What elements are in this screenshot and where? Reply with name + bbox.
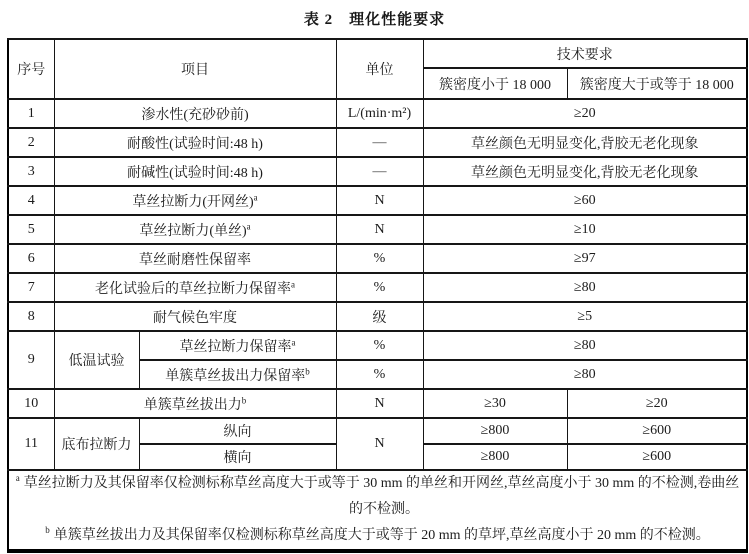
cell-item: 纵向 [139, 418, 336, 444]
cell-req: ≥5 [423, 302, 747, 331]
header-req-high: 簇密度大于或等于 18 000 [567, 68, 747, 99]
cell-req: ≥80 [423, 360, 747, 389]
footnote-ref-b: b [305, 365, 310, 376]
cell-group: 低温试验 [54, 331, 139, 389]
cell-no: 11 [8, 418, 54, 470]
cell-req-low: ≥30 [423, 389, 567, 418]
footnote-ref-b: b [241, 394, 247, 405]
cell-req: ≥20 [423, 99, 747, 128]
cell-req: 草丝颜色无明显变化,背胶无老化现象 [423, 128, 747, 157]
cell-no: 6 [8, 244, 54, 273]
table-row [8, 99, 747, 128]
footnote-b-text: 单簇草丝拔出力及其保留率仅检测标称草丝高度大于或等于 20 mm 的草坪,草丝高度小于 20 mm 的不检测。 [53, 528, 710, 543]
cell-req: ≥80 [423, 273, 747, 302]
cell-unit: N [336, 418, 423, 470]
footnote-a [11, 471, 744, 523]
cell-item: 草丝拉断力(单丝)$^a$ [54, 215, 336, 244]
cell-unit: % [336, 360, 423, 389]
cell-no: 9 [8, 331, 54, 389]
cell-unit: L/(min·m²) [336, 99, 423, 128]
table-title: 表 2 理化性能要求 [303, 12, 446, 28]
cell-req-high: ≥600 [567, 418, 747, 444]
cell-no: 1 [8, 99, 54, 128]
header-req-low: 簇密度小于 18 000 [423, 68, 567, 99]
cell-no: 7 [8, 273, 54, 302]
footnote-ref-a: a [246, 220, 251, 231]
cell-req: ≥10 [423, 215, 747, 244]
cell-req: ≥80 [423, 331, 747, 360]
cell-item: 耐气候色牢度 [54, 302, 336, 331]
header-unit: 单位 [336, 39, 423, 99]
cell-unit: — [336, 157, 423, 186]
cell-item: 单簇草丝拔出力$^b$ [54, 389, 336, 418]
footnote-a-text: 草丝拉断力及其保留率仅检测标称草丝高度大于或等于 30 mm 的单丝和开网丝,草丝高度小于 30 mm 的不检测,卷曲丝的不检测。 [23, 476, 740, 517]
header-req: 技术要求 [423, 39, 747, 68]
table-row [8, 331, 747, 360]
table-row [8, 244, 747, 273]
table-row [8, 128, 747, 157]
cell-req-high: ≥20 [567, 389, 747, 418]
cell-unit: N [336, 215, 423, 244]
cell-no: 2 [8, 128, 54, 157]
cell-unit: — [336, 128, 423, 157]
cell-item: 耐碱性(试验时间:48 h) [54, 157, 336, 186]
cell-req-high: ≥600 [567, 444, 747, 470]
cell-item: 单簇草丝拔出力保留率$^b$ [139, 360, 336, 389]
cell-no: 8 [8, 302, 54, 331]
table-row [8, 389, 747, 418]
cell-group: 底布拉断力 [54, 418, 139, 470]
footnote-ref-a: a [291, 336, 296, 347]
footnote-marker-b: b [45, 525, 50, 536]
footnote-ref-a: a [291, 278, 295, 289]
footnote-b [11, 523, 744, 549]
cell-no: 10 [8, 389, 54, 418]
cell-item: 草丝拉断力保留率$^a$ [139, 331, 336, 360]
cell-req: 草丝颜色无明显变化,背胶无老化现象 [423, 157, 747, 186]
cell-no: 4 [8, 186, 54, 215]
cell-item: 草丝拉断力(开网丝)$^a$ [54, 186, 336, 215]
cell-item: 草丝耐磨性保留率 [54, 244, 336, 273]
cell-unit: % [336, 273, 423, 302]
cell-item: 横向 [139, 444, 336, 470]
footnote-ref-a: a [253, 191, 258, 202]
table-row [8, 215, 747, 244]
cell-no: 5 [8, 215, 54, 244]
cell-req-low: ≥800 [423, 444, 567, 470]
spec-table [7, 38, 748, 553]
header-row-1 [8, 39, 747, 68]
cell-no: 3 [8, 157, 54, 186]
cell-unit: % [336, 244, 423, 273]
cell-unit: % [336, 331, 423, 360]
cell-unit: N [336, 186, 423, 215]
cell-item: 耐酸性(试验时间:48 h) [54, 128, 336, 157]
footnote-cell [8, 470, 747, 551]
cell-req: ≥60 [423, 186, 747, 215]
table-row [8, 418, 747, 444]
cell-item: 老化试验后的草丝拉断力保留率$^a$ [54, 273, 336, 302]
table-row [8, 157, 747, 186]
cell-req: ≥97 [423, 244, 747, 273]
table-row [8, 273, 747, 302]
footnote-marker-a: a [15, 473, 20, 484]
table-row [8, 186, 747, 215]
header-no: 序号 [8, 39, 54, 99]
cell-item: 渗水性(充砂砂前) [54, 99, 336, 128]
footnote-row [8, 470, 747, 551]
cell-unit: N [336, 389, 423, 418]
table-row [8, 302, 747, 331]
cell-unit: 级 [336, 302, 423, 331]
cell-req-low: ≥800 [423, 418, 567, 444]
header-item: 项目 [54, 39, 336, 99]
